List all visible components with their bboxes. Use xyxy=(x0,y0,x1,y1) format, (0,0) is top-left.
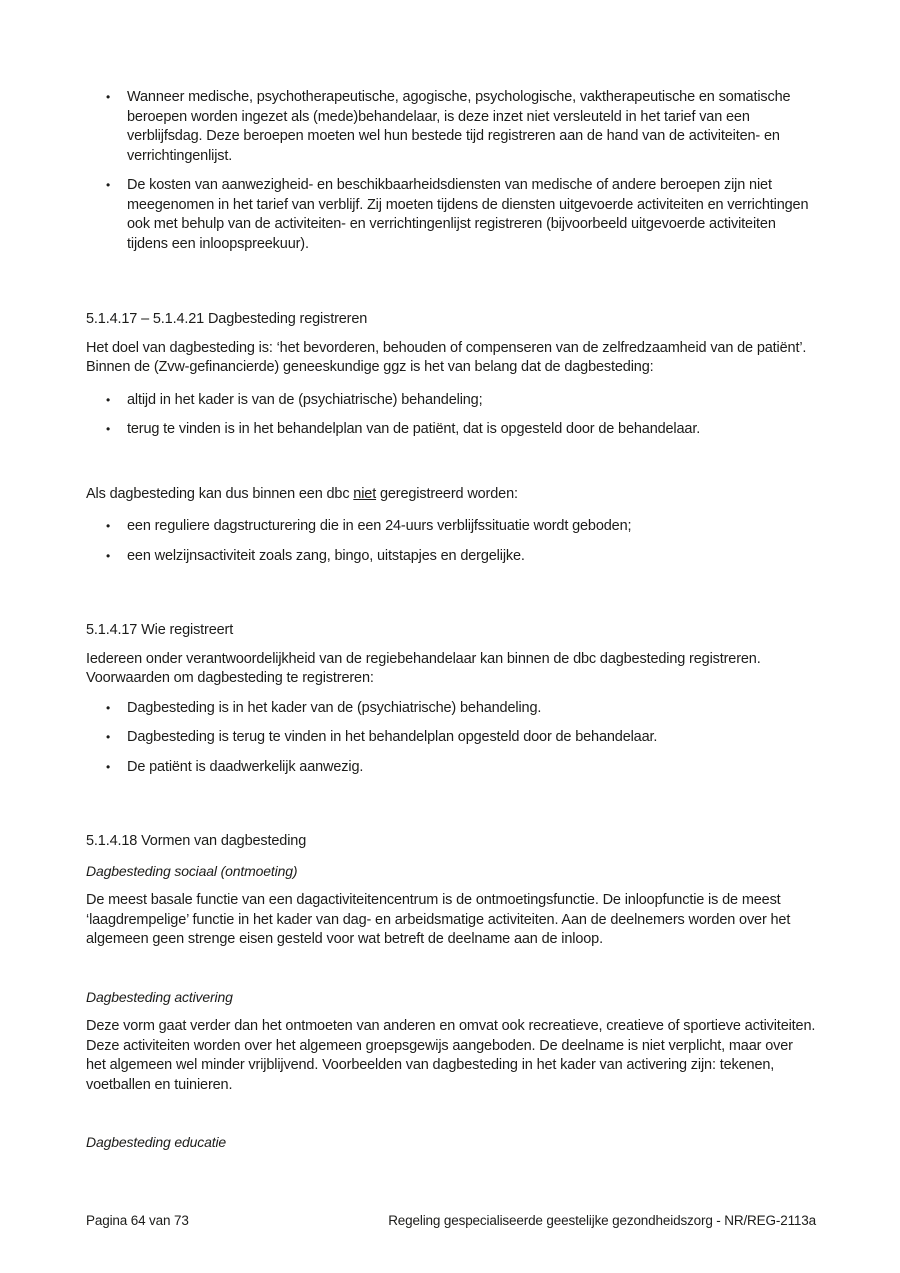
list-item xyxy=(86,176,816,254)
paragraph-text-after: geregistreerd worden: xyxy=(376,485,518,502)
page-content xyxy=(86,88,816,1153)
wie-registreert-list xyxy=(86,699,816,778)
list-item xyxy=(86,547,816,567)
list-item-text: De patiënt is daadwerkelijk aanwezig. xyxy=(127,758,364,775)
list-item-text: terug te vinden is in het behandelplan van de patiënt, dat is opgesteld door de behandelaar. xyxy=(127,421,701,437)
intro-bullet-list xyxy=(86,88,816,254)
subheading-dagbesteding-activering: Dagbesteding activering xyxy=(86,988,233,1005)
dagbesteding-voorwaarden-list xyxy=(86,391,816,440)
list-item xyxy=(86,728,816,748)
list-item-text: een welzijnsactiviteit zoals zang, bingo, uitstapjes en dergelijke. xyxy=(127,547,525,564)
paragraph-wie-registreert: Iedereen onder verantwoordelijkheid van de regiebehandelaar kan binnen de dbc dagbesteding registreren. Voorwaarden om dagbesteding te registreren: xyxy=(86,650,761,686)
paragraph-dagbesteding-activering: Deze vorm gaat verder dan het ontmoeten van anderen en omvat ook recreatieve, creatieve of sportieve activiteiten. Deze activiteiten worden over het algemeen groepsgewijs aangeboden. De deelname is niet verplicht, maar over het algemeen wel minder vrijblijvend. Voorbeelden van dagbesteding in het kader van activering zijn: tekenen, voetballen en tuinieren. xyxy=(86,1018,816,1093)
list-item-text: Dagbesteding is terug te vinden in het behandelplan opgesteld door de behandelaar. xyxy=(127,729,658,745)
footer-document-title: Regeling gespecialiseerde geestelijke gezondheidszorg - NR/REG-2113a xyxy=(388,1213,816,1228)
list-item-text: Dagbesteding is in het kader van de (psychiatrische) behandeling. xyxy=(127,699,542,716)
list-item xyxy=(86,391,816,411)
list-item-text: Wanneer medische, psychotherapeutische, agogische, psychologische, vaktherapeutische en somatische beroepen worden ingezet als (mede)behandelaar, is deze inzet niet versleuteld in het tarief van een verblijfsdag. Deze beroepen moeten wel hun bestede tijd registreren aan de hand van de activiteiten- en verrichtingenlijst. xyxy=(127,89,791,164)
footer-page-number: Pagina 64 van 73 xyxy=(86,1213,189,1228)
section-heading-wie-registreert: 5.1.4.17 Wie registreert xyxy=(86,622,234,638)
list-item-text: een reguliere dagstructurering die in een 24-uurs verblijfssituatie wordt geboden; xyxy=(127,518,632,534)
list-item xyxy=(86,517,816,537)
list-item-text: altijd in het kader is van de (psychiatrische) behandeling; xyxy=(127,391,483,408)
underlined-word: niet xyxy=(353,485,377,502)
list-item xyxy=(86,88,816,166)
paragraph-text-before: Als dagbesteding kan dus binnen een dbc xyxy=(86,485,354,502)
niet-geregistreerd-list xyxy=(86,517,816,566)
paragraph-doel-dagbesteding: Het doel van dagbesteding is: ‘het bevorderen, behouden of compenseren van de zelfredzaamheid van de patiënt’. Binnen de (Zvw-gefinancierde) geneeskundige ggz is het van belang dat de dagbesteding: xyxy=(86,339,807,375)
section-heading-vormen-dagbesteding: 5.1.4.18 Vormen van dagbesteding xyxy=(86,833,307,849)
subheading-dagbesteding-educatie: Dagbesteding educatie xyxy=(86,1134,227,1150)
paragraph-dagbesteding-sociaal: De meest basale functie van een dagactiviteitencentrum is de ontmoetingsfunctie. De inloopfunctie is de meest ‘laagdrempelige’ functie in het kader van dag- en arbeidsmatige activiteiten. Aan de deelnemers worden over het algemeen geen strenge eisen gesteld voor wat betreft de deelname aan de inloop. xyxy=(86,892,791,947)
paragraph-niet-geregistreerd xyxy=(86,485,816,505)
list-item xyxy=(86,758,816,778)
list-item xyxy=(86,420,816,440)
list-item xyxy=(86,699,816,719)
page-footer xyxy=(86,1213,816,1228)
section-heading-dagbesteding-registreren: 5.1.4.17 – 5.1.4.21 Dagbesteding registreren xyxy=(86,311,368,327)
list-item-text: De kosten van aanwezigheid- en beschikbaarheidsdiensten van medische of andere beroepen zijn niet meegenomen in het tarief van verblijf. Zij moeten tijdens de diensten uitgevoerde activiteiten en verrichtingen ook met behulp van de activiteiten- en verrichtingenlijst registreren (bijvoorbeeld uitgevoerde activiteiten tijdens een inloopspreekuur). xyxy=(127,177,809,252)
subheading-dagbesteding-sociaal: Dagbesteding sociaal (ontmoeting) xyxy=(86,862,298,879)
